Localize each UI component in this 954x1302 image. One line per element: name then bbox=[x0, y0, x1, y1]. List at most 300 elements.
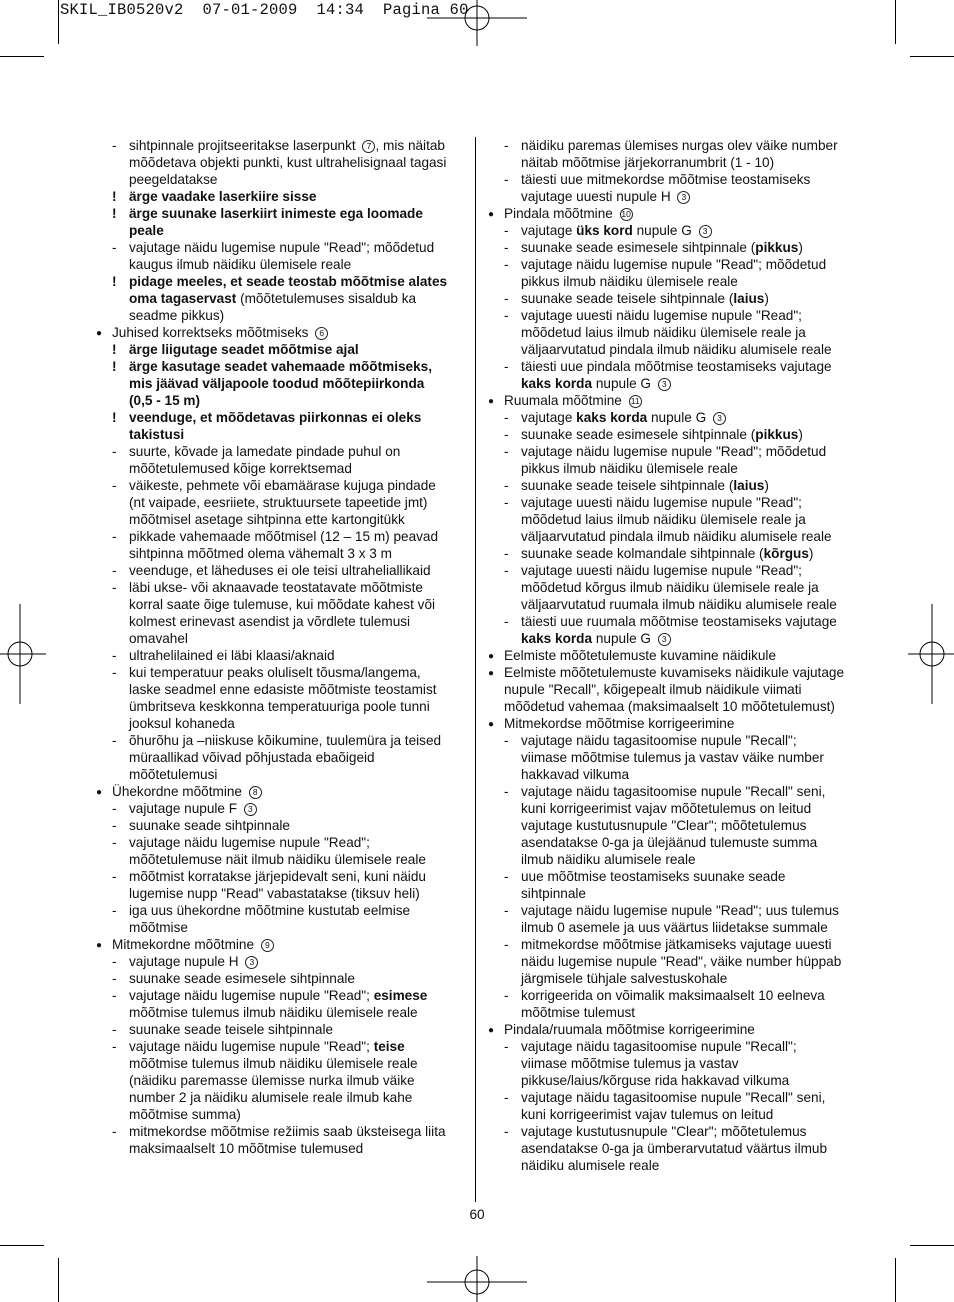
left-column bbox=[96, 137, 462, 1157]
text-line bbox=[488, 800, 860, 817]
dash-marker: - bbox=[504, 988, 509, 1003]
text-line bbox=[488, 562, 860, 579]
line-text: suunake seade teisele sihtpinnale (laius) bbox=[521, 478, 769, 493]
text-line bbox=[488, 222, 860, 239]
line-text: jooksul kohaneda bbox=[129, 716, 235, 731]
line-text: näitab mõõtmise järjekorranumbrit (1 - 10) bbox=[521, 155, 775, 170]
dash-marker: - bbox=[504, 223, 509, 238]
line-text: suunake seade sihtpinnale bbox=[129, 818, 290, 833]
text-line bbox=[488, 460, 860, 477]
callout-number: 3 bbox=[677, 191, 690, 204]
callout-number: 3 bbox=[658, 633, 671, 646]
text-line bbox=[96, 341, 462, 358]
text-line bbox=[96, 630, 462, 647]
line-text: väljaarvutatud pindala ilmub näidiku alumisele reale bbox=[521, 529, 832, 544]
line-text: järgmisele tühjale salvestuskohale bbox=[521, 971, 728, 986]
callout-number: 3 bbox=[713, 412, 726, 425]
text-line bbox=[96, 987, 462, 1004]
line-text: vajutage näidu tagasitoomise nupule "Recall" seni, bbox=[521, 1090, 826, 1105]
text-line bbox=[488, 596, 860, 613]
text-line bbox=[488, 528, 860, 545]
line-text: vajutage näidu lugemise nupule "Read"; mõõdetud bbox=[521, 257, 827, 272]
line-text: näidu lugemise nupule "Read", väike number hüppab bbox=[521, 954, 842, 969]
text-line bbox=[96, 324, 462, 341]
line-text: mõõdetud vahemaa (maksimaalselt 10 mõõtetulemust) bbox=[504, 699, 835, 714]
line-text: mitmekordse mõõtmise režiimis saab üksteisega liita bbox=[129, 1124, 446, 1139]
line-text: vajutage kaks korda nupule G 3 bbox=[521, 410, 726, 425]
line-text: uue mõõtmise teostamiseks suunake seade bbox=[521, 869, 786, 884]
text-line bbox=[488, 1038, 860, 1055]
text-line bbox=[488, 239, 860, 256]
callout-number: 3 bbox=[244, 803, 257, 816]
line-text: vajutage uuesti nupule H 3 bbox=[521, 189, 690, 204]
text-line bbox=[96, 800, 462, 817]
line-text: Mitmekordse mõõtmise korrigeerimine bbox=[504, 716, 735, 731]
text-line bbox=[488, 1021, 860, 1038]
dash-marker: - bbox=[112, 1022, 117, 1037]
text-line bbox=[96, 681, 462, 698]
text-line bbox=[488, 307, 860, 324]
text-line bbox=[488, 494, 860, 511]
text-line bbox=[96, 596, 462, 613]
line-text: mõõdetava objekti punkti, kust ultrahelisignaal tagasi bbox=[129, 155, 447, 170]
line-text: veenduge, et mõõdetavas piirkonnas ei oleks bbox=[129, 410, 422, 425]
text-line bbox=[488, 324, 860, 341]
dash-marker: - bbox=[504, 427, 509, 442]
line-text: (näidiku paremasse ülemisse nurka ilmub väike bbox=[129, 1073, 415, 1088]
line-text: suunake seade esimesele sihtpinnale (pikkus) bbox=[521, 240, 803, 255]
dash-marker: - bbox=[112, 903, 117, 918]
text-line bbox=[488, 1072, 860, 1089]
text-line bbox=[96, 460, 462, 477]
text-line bbox=[488, 766, 860, 783]
text-line bbox=[488, 443, 860, 460]
line-text: väikeste, pehmete või ebamäärase kujuga pindade bbox=[129, 478, 436, 493]
text-line bbox=[488, 681, 860, 698]
text-line bbox=[488, 426, 860, 443]
dash-marker: - bbox=[504, 1039, 509, 1054]
line-text: ilmub näidiku alumisele reale bbox=[521, 852, 696, 867]
text-line bbox=[488, 936, 860, 953]
text-line bbox=[96, 834, 462, 851]
line-text: korrigeerida on võimalik maksimaalselt 10 eelneva bbox=[521, 988, 825, 1003]
line-text: asendatakse 0-ga ja ülejäänud tulemuste summa bbox=[521, 835, 818, 850]
text-line bbox=[96, 783, 462, 800]
text-line bbox=[96, 239, 462, 256]
callout-number: 7 bbox=[362, 140, 375, 153]
line-text: ärge vaadake laserkiire sisse bbox=[129, 189, 317, 204]
text-line bbox=[96, 290, 462, 307]
line-text: pikkus ilmub näidiku ülemisele reale bbox=[521, 274, 738, 289]
line-text: mõõtmist korratakse järjepidevalt seni, kuni näidu bbox=[129, 869, 426, 884]
warning-marker: ! bbox=[112, 342, 117, 357]
text-line bbox=[488, 885, 860, 902]
text-line bbox=[96, 375, 462, 392]
text-line bbox=[96, 579, 462, 596]
text-line bbox=[96, 392, 462, 409]
dash-marker: - bbox=[504, 903, 509, 918]
callout-number: 10 bbox=[621, 209, 631, 219]
line-text: nupule "Recall", kõigepealt ilmub näidikule viimati bbox=[504, 682, 802, 697]
line-text: (nt vaipade, eesriiete, struktuursete tapeetide jmt) bbox=[129, 495, 428, 510]
dash-marker: - bbox=[504, 478, 509, 493]
text-line bbox=[488, 1089, 860, 1106]
line-text: mõõtetulemused kõige korrektsemad bbox=[129, 461, 352, 476]
line-text: sihtpinnale projitseeritakse laserpunkt 7 , mis näitab bbox=[129, 138, 445, 153]
dash-marker: - bbox=[112, 954, 117, 969]
line-text: ärge suunake laserkiirt inimeste ega loomade bbox=[129, 206, 423, 221]
line-text: näidiku paremas ülemises nurgas olev väike number bbox=[521, 138, 838, 153]
line-text: vajutage näidu lugemise nupule "Read"; uus tulemus bbox=[521, 903, 839, 918]
bullet-marker: ● bbox=[96, 940, 103, 951]
bullet-marker: ● bbox=[488, 668, 495, 679]
text-line bbox=[96, 902, 462, 919]
text-line bbox=[96, 1055, 462, 1072]
line-text: viimase mõõtmise tulemus ja vastav bbox=[521, 1056, 739, 1071]
line-text: õhurõhu ja –niiskuse kõikumine, tuulemüra ja teised bbox=[129, 733, 442, 748]
line-text: (0,5 - 15 m) bbox=[129, 393, 201, 408]
dash-marker: - bbox=[112, 563, 117, 578]
line-text: kui temperatuur peaks oluliselt tõusma/langema, bbox=[129, 665, 421, 680]
text-line bbox=[96, 749, 462, 766]
registration-mark-bottom bbox=[427, 1256, 527, 1302]
text-line bbox=[96, 698, 462, 715]
text-line bbox=[488, 732, 860, 749]
text-line bbox=[96, 1106, 462, 1123]
text-line bbox=[488, 511, 860, 528]
text-line bbox=[96, 545, 462, 562]
line-text: suunake seade teisele sihtpinnale (laius) bbox=[521, 291, 769, 306]
line-text: lugemise nupp "Read" vabastatakse (tiksuv heli) bbox=[129, 886, 420, 901]
text-line bbox=[96, 409, 462, 426]
line-text: müraallikad võivad põhjustada ebaõigeid bbox=[129, 750, 375, 765]
line-text: vajutage näidu lugemise nupule "Read"; bbox=[129, 835, 370, 850]
text-line bbox=[96, 511, 462, 528]
line-text: suunake seade esimesele sihtpinnale bbox=[129, 971, 355, 986]
text-line bbox=[96, 936, 462, 953]
line-text: täiesti uue mitmekordse mõõtmise teostamiseks bbox=[521, 172, 811, 187]
bullet-marker: ● bbox=[488, 1025, 495, 1036]
dash-marker: - bbox=[112, 733, 117, 748]
dash-marker: - bbox=[504, 291, 509, 306]
dash-marker: - bbox=[112, 240, 117, 255]
line-text: veenduge, et läheduses ei ole teisi ultraheliallikaid bbox=[129, 563, 431, 578]
dash-marker: - bbox=[504, 937, 509, 952]
text-line bbox=[96, 154, 462, 171]
line-text: vajutage näidu tagasitoomise nupule "Recall"; bbox=[521, 1039, 797, 1054]
line-text: pikkuse/laius/kõrguse rida hakkavad vilkuma bbox=[521, 1073, 790, 1088]
line-text: suurte, kõvade ja lamedate pindade puhul on bbox=[129, 444, 401, 459]
line-text: number 2 ja näidiku alumisele reale ilmub kahe bbox=[129, 1090, 413, 1105]
bullet-marker: ● bbox=[96, 328, 103, 339]
text-line bbox=[96, 953, 462, 970]
text-line bbox=[96, 443, 462, 460]
text-line bbox=[488, 1123, 860, 1140]
line-text: Mitmekordne mõõtmine 9 bbox=[112, 937, 274, 952]
line-text: viimase mõõtmise tulemus ja vastav väike number bbox=[521, 750, 824, 765]
text-line bbox=[96, 477, 462, 494]
text-line bbox=[488, 375, 860, 392]
line-text: kuni korrigeerimist vajav tulemus on leitud bbox=[521, 1107, 774, 1122]
line-text: Juhised korrektseks mõõtmiseks 6 bbox=[112, 325, 328, 340]
line-text: mis jäävad väljapoole toodud mõõtepiirkonda bbox=[129, 376, 425, 391]
line-text: kaugus ilmub näidiku ülemisele reale bbox=[129, 257, 352, 272]
text-line bbox=[96, 273, 462, 290]
text-line bbox=[96, 222, 462, 239]
text-line bbox=[96, 715, 462, 732]
dash-marker: - bbox=[504, 257, 509, 272]
line-text: Pindala/ruumala mõõtmise korrigeerimine bbox=[504, 1022, 755, 1037]
dash-marker: - bbox=[504, 495, 509, 510]
text-line bbox=[96, 205, 462, 222]
line-text: vajutage näidu lugemise nupule "Read"; esimese bbox=[129, 988, 428, 1003]
dash-marker: - bbox=[504, 563, 509, 578]
text-line bbox=[488, 205, 860, 222]
dash-marker: - bbox=[504, 1090, 509, 1105]
line-text: Eelmiste mõõtetulemuste kuvamine näidikule bbox=[504, 648, 777, 663]
text-line bbox=[488, 783, 860, 800]
dash-marker: - bbox=[504, 869, 509, 884]
warning-marker: ! bbox=[112, 189, 117, 204]
text-line bbox=[488, 953, 860, 970]
text-line bbox=[488, 477, 860, 494]
line-text: mõõdetud laius ilmub näidiku ülemisele reale ja bbox=[521, 325, 806, 340]
text-line bbox=[96, 766, 462, 783]
dash-marker: - bbox=[112, 801, 117, 816]
print-slug: SKIL_IB0520v2 07-01-2009 14:34 Pagina 60 bbox=[60, 1, 469, 19]
line-text: näidiku alumisele reale bbox=[521, 1158, 660, 1173]
text-line bbox=[488, 902, 860, 919]
line-text: vajutage uuesti näidu lugemise nupule "Read"; bbox=[521, 308, 802, 323]
text-line bbox=[96, 732, 462, 749]
line-text: asendatakse 0-ga ja ümberarvutatud väärtus ilmub bbox=[521, 1141, 828, 1156]
text-line bbox=[96, 528, 462, 545]
text-line bbox=[488, 817, 860, 834]
text-line bbox=[96, 494, 462, 511]
dash-marker: - bbox=[112, 648, 117, 663]
line-text: kaks korda nupule G 3 bbox=[521, 631, 671, 646]
text-line bbox=[488, 579, 860, 596]
text-line bbox=[488, 1106, 860, 1123]
dash-marker: - bbox=[112, 665, 117, 680]
text-line bbox=[488, 919, 860, 936]
bullet-marker: ● bbox=[96, 787, 103, 798]
text-line bbox=[488, 273, 860, 290]
text-line bbox=[488, 409, 860, 426]
text-line bbox=[96, 307, 462, 324]
text-line bbox=[96, 647, 462, 664]
text-line bbox=[488, 545, 860, 562]
line-text: vajutage nupule H 3 bbox=[129, 954, 258, 969]
text-line bbox=[488, 715, 860, 732]
registration-mark-right bbox=[908, 604, 954, 704]
dash-marker: - bbox=[112, 988, 117, 1003]
line-text: vajutage uuesti näidu lugemise nupule "Read"; bbox=[521, 563, 802, 578]
text-line bbox=[488, 1140, 860, 1157]
line-text: täiesti uue ruumala mõõtmise teostamiseks vajutage bbox=[521, 614, 837, 629]
line-text: mõõtetulemusi bbox=[129, 767, 218, 782]
text-line bbox=[96, 613, 462, 630]
dash-marker: - bbox=[504, 444, 509, 459]
text-line bbox=[488, 171, 860, 188]
text-line bbox=[96, 851, 462, 868]
callout-number: 3 bbox=[699, 225, 712, 238]
line-text: Eelmiste mõõtetulemuste kuvamiseks näidikule vajutage bbox=[504, 665, 845, 680]
dash-marker: - bbox=[504, 359, 509, 374]
line-text: vajutage näidu lugemise nupule "Read"; mõõdetud bbox=[129, 240, 435, 255]
text-line bbox=[96, 358, 462, 375]
line-text: vajutage uuesti näidu lugemise nupule "Read"; bbox=[521, 495, 802, 510]
callout-number: 6 bbox=[315, 327, 328, 340]
line-text: mõõtmise bbox=[129, 920, 188, 935]
dash-marker: - bbox=[112, 1039, 117, 1054]
line-text: hakkavad vilkuma bbox=[521, 767, 630, 782]
text-line bbox=[488, 698, 860, 715]
text-line bbox=[96, 426, 462, 443]
line-text: väljaarvutatud ruumala ilmub näidiku alumisele reale bbox=[521, 597, 837, 612]
text-line bbox=[488, 868, 860, 885]
text-line bbox=[96, 919, 462, 936]
dash-marker: - bbox=[504, 138, 509, 153]
line-text: Pindala mõõtmine 10 bbox=[504, 206, 631, 221]
text-line bbox=[488, 392, 860, 409]
text-line bbox=[96, 171, 462, 188]
text-line bbox=[96, 256, 462, 273]
line-text: mõõdetud laius ilmub näidiku ülemisele reale ja bbox=[521, 512, 806, 527]
line-text: vajutage nupule F 3 bbox=[129, 801, 257, 816]
line-text: vajutage näidu tagasitoomise nupule "Recall"; bbox=[521, 733, 797, 748]
text-line bbox=[96, 188, 462, 205]
text-line bbox=[488, 290, 860, 307]
text-line bbox=[488, 749, 860, 766]
line-text: vajutage kustutusnupule "Clear"; mõõtetulemus bbox=[521, 818, 807, 833]
line-text: mõõtetulemuse näit ilmub näidiku ülemisele reale bbox=[129, 852, 426, 867]
dash-marker: - bbox=[504, 172, 509, 187]
right-column bbox=[488, 137, 860, 1174]
text-line bbox=[96, 1089, 462, 1106]
line-text: kolmest erinevast asendist ja võrdlete tulemusi bbox=[129, 614, 411, 629]
line-text: ümbritseva keskkonna temperatuuriga poole tunni bbox=[129, 699, 430, 714]
dash-marker: - bbox=[112, 835, 117, 850]
line-text: maksimaalselt 10 mõõtmise tulemused bbox=[129, 1141, 364, 1156]
dash-marker: - bbox=[504, 614, 509, 629]
dash-marker: - bbox=[112, 444, 117, 459]
text-line bbox=[488, 613, 860, 630]
line-text: pidage meeles, et seade teostab mõõtmise alates bbox=[129, 274, 448, 289]
dash-marker: - bbox=[504, 733, 509, 748]
dash-marker: - bbox=[504, 410, 509, 425]
dash-marker: - bbox=[112, 138, 117, 153]
text-line bbox=[488, 358, 860, 375]
bullet-marker: ● bbox=[488, 651, 495, 662]
callout-number: 3 bbox=[658, 378, 671, 391]
column-divider bbox=[475, 137, 476, 1202]
text-line bbox=[488, 647, 860, 664]
line-text: mõõtmise tulemust bbox=[521, 1005, 636, 1020]
line-text: ilmub 0 asemele ja uus väärtus liidetakse summale bbox=[521, 920, 828, 935]
text-line bbox=[488, 834, 860, 851]
registration-mark-left bbox=[0, 604, 46, 704]
line-text: Ühekordne mõõtmine 8 bbox=[112, 784, 262, 799]
line-text: väljaarvutatud pindala ilmub näidiku alumisele reale bbox=[521, 342, 832, 357]
text-line bbox=[96, 1004, 462, 1021]
text-line bbox=[96, 664, 462, 681]
line-text: suunake seade kolmandale sihtpinnale (kõrgus) bbox=[521, 546, 814, 561]
callout-number: 8 bbox=[249, 786, 262, 799]
line-text: mitmekordse mõõtmise jätkamiseks vajutage uuesti bbox=[521, 937, 832, 952]
text-line bbox=[96, 1140, 462, 1157]
text-line bbox=[96, 1021, 462, 1038]
warning-marker: ! bbox=[112, 206, 117, 221]
line-text: omavahel bbox=[129, 631, 188, 646]
line-text: mõõtmisel asetage sihtpinna ette kartongitükk bbox=[129, 512, 405, 527]
line-text: ärge liigutage seadet mõõtmise ajal bbox=[129, 342, 359, 357]
line-text: Ruumala mõõtmine 11 bbox=[504, 393, 642, 408]
text-line bbox=[488, 188, 860, 205]
text-line bbox=[96, 562, 462, 579]
text-line bbox=[488, 341, 860, 358]
dash-marker: - bbox=[504, 240, 509, 255]
dash-marker: - bbox=[112, 580, 117, 595]
dash-marker: - bbox=[504, 546, 509, 561]
line-text: suunake seade esimesele sihtpinnale (pikkus) bbox=[521, 427, 803, 442]
line-text: kaks korda nupule G 3 bbox=[521, 376, 671, 391]
warning-marker: ! bbox=[112, 410, 117, 425]
callout-number: 3 bbox=[245, 956, 258, 969]
bullet-marker: ● bbox=[488, 719, 495, 730]
text-line bbox=[488, 256, 860, 273]
line-text: mõõtmise tulemus ilmub näidiku ülemisele reale bbox=[129, 1056, 418, 1071]
line-text: suunake seade teisele sihtpinnale bbox=[129, 1022, 334, 1037]
text-line bbox=[488, 1157, 860, 1174]
dash-marker: - bbox=[112, 971, 117, 986]
line-text: täiesti uue pindala mõõtmise teostamiseks vajutage bbox=[521, 359, 832, 374]
line-text: korral saate õige tulemuse, kui mõõdate kahest või bbox=[129, 597, 436, 612]
line-text: mõõtmise tulemus ilmub näidiku ülemisele reale bbox=[129, 1005, 418, 1020]
line-text: vajutage näidu lugemise nupule "Read"; mõõdetud bbox=[521, 444, 827, 459]
line-text: seadme pikkus) bbox=[129, 308, 225, 323]
text-line bbox=[488, 154, 860, 171]
warning-marker: ! bbox=[112, 274, 117, 289]
line-text: iga uus ühekordne mõõtmine kustutab eelmise bbox=[129, 903, 411, 918]
dash-marker: - bbox=[504, 1124, 509, 1139]
line-text: peale bbox=[129, 223, 164, 238]
text-line bbox=[488, 851, 860, 868]
text-line bbox=[488, 137, 860, 154]
page-number: 60 bbox=[469, 1207, 485, 1222]
text-line bbox=[96, 1072, 462, 1089]
text-line bbox=[488, 987, 860, 1004]
dash-marker: - bbox=[112, 818, 117, 833]
line-text: kuni korrigeerimist vajav mõõtetulemus on leitud bbox=[521, 801, 812, 816]
text-line bbox=[488, 970, 860, 987]
text-line bbox=[488, 1055, 860, 1072]
line-text: ultrahelilained ei läbi klaasi/aknaid bbox=[129, 648, 335, 663]
text-line bbox=[96, 1038, 462, 1055]
dash-marker: - bbox=[112, 478, 117, 493]
callout-number: 9 bbox=[261, 939, 274, 952]
line-text: laske seadmel enne edasiste mõõtmiste teostamist bbox=[129, 682, 437, 697]
line-text: vajutage kustutusnupule "Clear"; mõõtetulemus bbox=[521, 1124, 807, 1139]
text-line bbox=[488, 1004, 860, 1021]
line-text: takistusi bbox=[129, 427, 185, 442]
line-text: ärge kasutage seadet vahemaade mõõtmiseks, bbox=[129, 359, 432, 374]
line-text: mõõdetud kõrgus ilmub näidiku ülemisele reale ja bbox=[521, 580, 819, 595]
registration-mark-top bbox=[427, 0, 527, 46]
line-text: peegeldatakse bbox=[129, 172, 218, 187]
text-line bbox=[96, 868, 462, 885]
text-line bbox=[488, 630, 860, 647]
